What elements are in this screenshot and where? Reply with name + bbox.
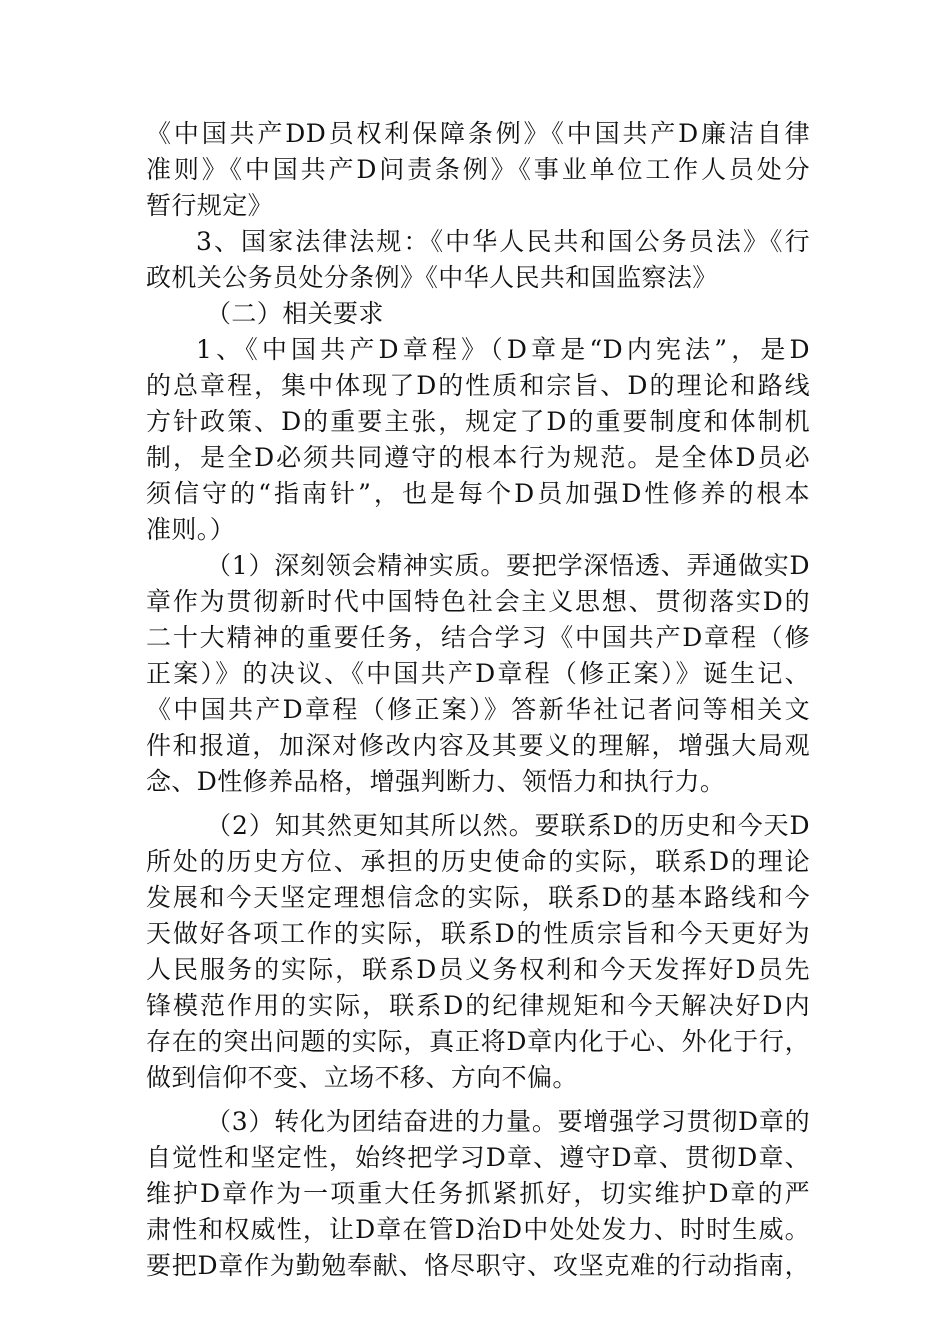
text-line: 准则。） xyxy=(146,515,236,544)
text-line: 天做好各项工作的实际，联系D的性质宗旨和今天更好为 xyxy=(146,919,810,948)
text-line: 《中国共产DD员权利保障条例》《中国共产D廉洁自律 xyxy=(146,119,810,148)
text-line: 方针政策、D的重要主张，规定了D的重要制度和体制机 xyxy=(146,407,810,436)
text-line: 制，是全D必须共同遵守的根本行为规范。是全体D员必 xyxy=(146,443,810,472)
text-line: 自觉性和坚定性，始终把学习D章、遵守D章、贯彻D章、 xyxy=(146,1143,810,1172)
text-line: 要把D章作为勤勉奉献、恪尽职守、攻坚克难的行动指南， xyxy=(146,1251,810,1280)
text-line: 二十大精神的重要任务，结合学习《中国共产D章程（修 xyxy=(146,623,810,652)
text-line: 章作为贯彻新时代中国特色社会主义思想、贯彻落实D的 xyxy=(146,587,810,616)
text-line: （1）深刻领会精神实质。要把学深悟透、弄通做实D xyxy=(206,551,810,580)
text-line: 暂行规定》 xyxy=(146,191,274,220)
text-line: 念、D性修养品格，增强判断力、领悟力和执行力。 xyxy=(146,767,726,796)
text-line: 《中国共产D章程（修正案）》答新华社记者问等相关文 xyxy=(146,695,810,724)
text-line: 的总章程，集中体现了D的性质和宗旨、D的理论和路线 xyxy=(146,371,810,400)
document-body xyxy=(146,116,810,1284)
section-heading: （二）相关要求 xyxy=(206,299,384,328)
text-line: （3）转化为团结奋进的力量。要增强学习贯彻D章的 xyxy=(206,1107,810,1136)
text-line: 发展和今天坚定理想信念的实际，联系D的基本路线和今 xyxy=(146,883,810,912)
text-line: 正案）》的决议、《中国共产D章程（修正案）》诞生记、 xyxy=(146,659,810,688)
text-line: 准则》《中国共产D问责条例》《事业单位工作人员处分 xyxy=(146,155,810,184)
text-line: 锋模范作用的实际，联系D的纪律规矩和今天解决好D内 xyxy=(146,991,810,1020)
text-line: 维护D章作为一项重大任务抓紧抓好，切实维护D章的严 xyxy=(146,1179,810,1208)
text-line: 人民服务的实际，联系D员义务权利和今天发挥好D员先 xyxy=(146,955,810,984)
text-line: 件和报道，加深对修改内容及其要义的理解，增强大局观 xyxy=(146,731,810,760)
text-line: 所处的历史方位、承担的历史使命的实际，联系D的理论 xyxy=(146,847,810,876)
text-line: 须信守的“指南针”，也是每个D员加强D性修养的根本 xyxy=(146,479,810,508)
text-line: 做到信仰不变、立场不移、方向不偏。 xyxy=(146,1063,578,1092)
text-line: 3、国家法律法规：《中华人民共和国公务员法》《行 xyxy=(196,227,810,256)
text-line: 存在的突出问题的实际，真正将D章内化于心、外化于行， xyxy=(146,1027,810,1056)
text-line: （2）知其然更知其所以然。要联系D的历史和今天D xyxy=(206,811,810,840)
text-line: 政机关公务员处分条例》《中华人民共和国监察法》 xyxy=(146,263,718,292)
text-line: 1、《中国共产D章程》（D章是“D内宪法”，是D xyxy=(196,335,810,364)
text-line: 肃性和权威性，让D章在管D治D中处处发力、时时生威。 xyxy=(146,1215,810,1244)
